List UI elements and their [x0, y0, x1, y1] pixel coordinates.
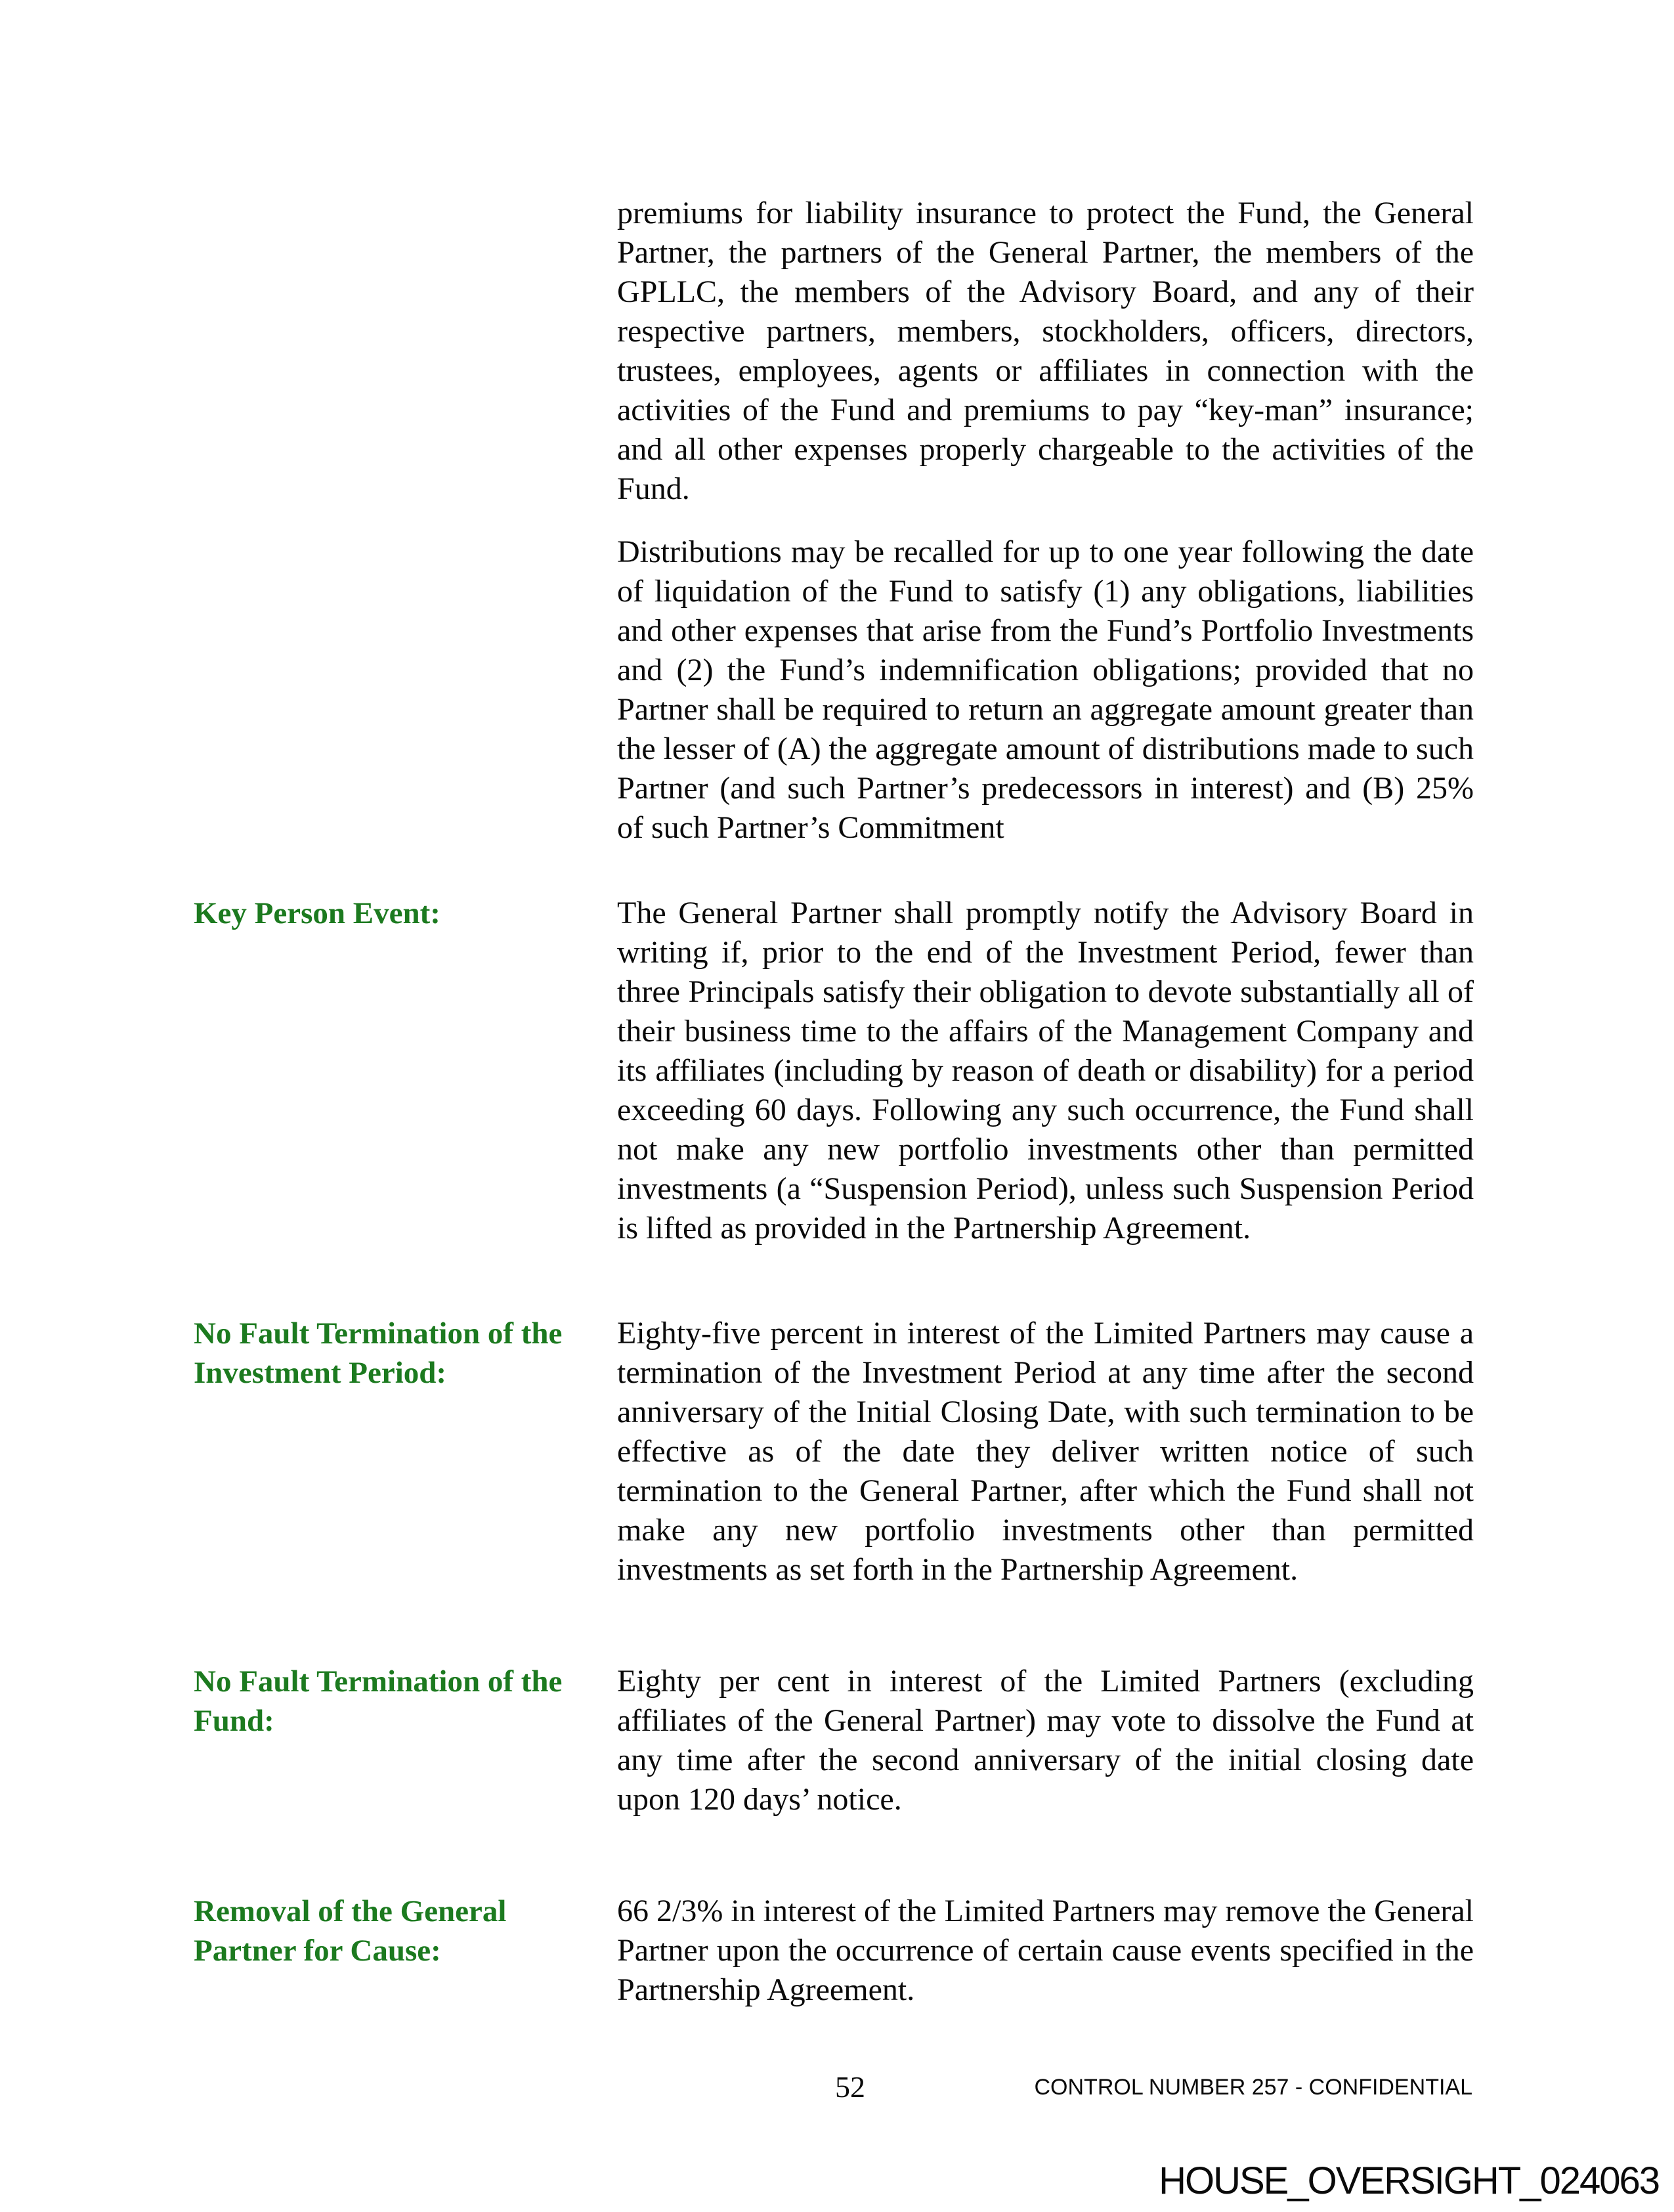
body-column: [617, 1892, 1474, 2010]
paragraph: The General Partner shall promptly notify the Advisory Board in writing if, prior to the end of the Investment Period, fewer than three Principals satisfy their obligation to devote substantially all of their business time to the affairs of the Management Company and its affiliates (including by reason of death or disability) for a period exceeding 60 days. Following any such occurrence, the Fund shall not make any new portfolio investments other than permitted investments (a “Suspension Period), unless such Suspension Period is lifted as provided in the Partnership Agreement.: [617, 896, 1474, 1246]
section-heading: Key Person Event:: [194, 896, 440, 930]
paragraph: Eighty per cent in interest of the Limited Partners (excluding affiliates of the General Partner) may vote to dissolve the Fund at any time after the second anniversary of the initial closing date upon 120 days’ notice.: [617, 1664, 1474, 1817]
paragraph: Eighty-five percent in interest of the Limited Partners may cause a termination of the Investment Period at any time after the second anniversary of the Initial Closing Date, with such termination to be effective as of the date they deliver written notice of such termination to the General Partner, after which the Fund shall not make any new portfolio investments other than permitted investments as set forth in the Partnership Agreement.: [617, 1316, 1474, 1587]
section-heading: No Fault Termination of the Investment Period:: [194, 1316, 563, 1390]
section-no-fault-termination-investment-period: [194, 1314, 1474, 1590]
control-number-label: CONTROL NUMBER 257 - CONFIDENTIAL: [1034, 2075, 1472, 2100]
body-column: [617, 1662, 1474, 1819]
section-key-person-event: [194, 894, 1474, 1248]
section-heading: Removal of the General Partner for Cause:: [194, 1894, 507, 1968]
section-removal-general-partner: [194, 1892, 1474, 2010]
document-content: [194, 194, 1474, 2010]
body-column: [617, 1314, 1474, 1590]
section-fund-expenses: [194, 194, 1474, 848]
paragraph: 66 2/3% in interest of the Limited Partners may remove the General Partner upon the occurrence of certain cause events specified in the Partnership Agreement.: [617, 1894, 1474, 2007]
heading-column: [194, 1314, 617, 1393]
page-number: 52: [835, 2070, 865, 2104]
paragraph: premiums for liability insurance to protect the Fund, the General Partner, the partners of the General Partner, the members of the GPLLC, the members of the Advisory Board, and any of their respective partners, members, stockholders, officers, directors, trustees, employees, agents or affiliates in connection with the activities of the Fund and premiums to pay “key-man” insurance; and all other expenses properly chargeable to the activities of the Fund.: [617, 196, 1474, 506]
section-no-fault-termination-fund: [194, 1662, 1474, 1819]
body-column: [617, 894, 1474, 1248]
paragraph: Distributions may be recalled for up to one year following the date of liquidation of the Fund to satisfy (1) any obligations, liabilities and other expenses that arise from the Fund’s Portfolio Investments and (2) the Fund’s indemnification obligations; provided that no Partner shall be required to return an aggregate amount greater than the lesser of (A) the aggregate amount of distributions made to such Partner (and such Partner’s predecessors in interest) and (B) 25% of such Partner’s Commitment: [617, 534, 1474, 845]
section-heading: No Fault Termination of the Fund:: [194, 1664, 563, 1738]
body-column: [617, 194, 1474, 848]
bates-number: HOUSE_OVERSIGHT_024063: [1159, 2159, 1659, 2202]
heading-column: [194, 1892, 617, 1970]
heading-column: [194, 1662, 617, 1741]
heading-column: [194, 894, 617, 933]
